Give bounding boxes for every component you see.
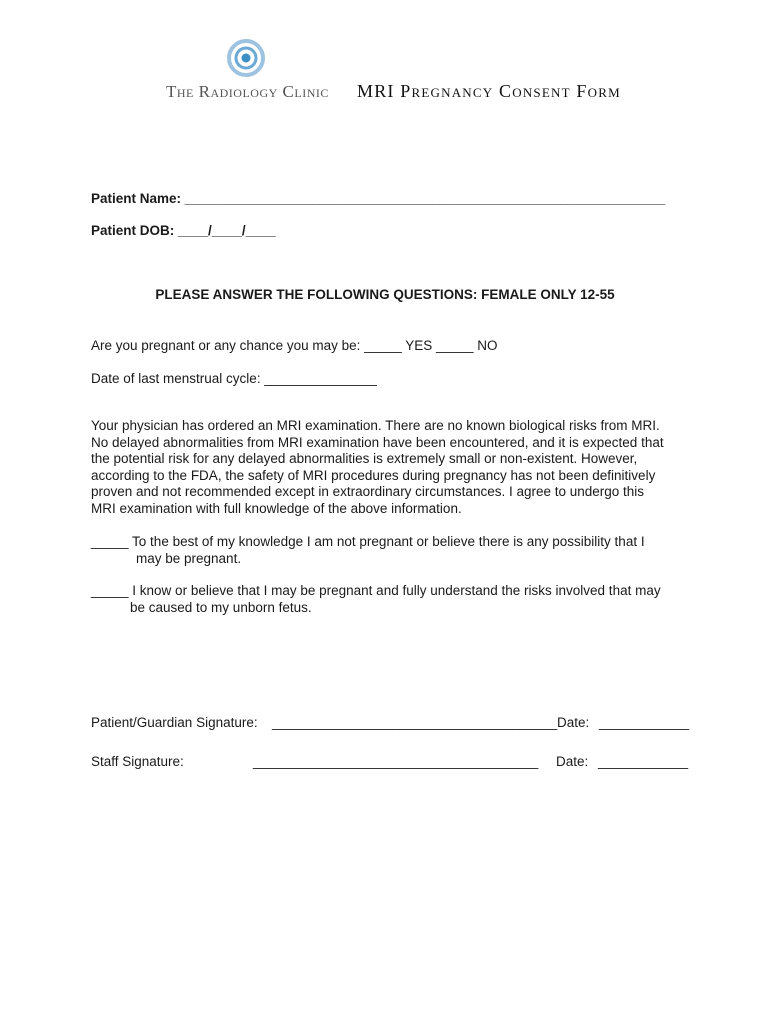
ack-line: _____ To the best of my knowledge I am not pregnant or believe there is any possibility that I xyxy=(91,534,645,549)
patient-signature-field[interactable]: ______________________________________ xyxy=(272,715,558,730)
patient-name-field[interactable]: Patient Name: ________________________________________________________________ xyxy=(91,191,666,206)
statement-line: Your physician has ordered an MRI examination. There are no known biological risks from MRI. xyxy=(91,418,660,433)
staff-signature-field[interactable]: ______________________________________ xyxy=(253,754,539,769)
statement-line: according to the FDA, the safety of MRI procedures during pregnancy has not been definitively xyxy=(91,467,656,483)
menstrual-cycle-question[interactable]: Date of last menstrual cycle: _______________ xyxy=(91,371,377,386)
clinic-name: The Radiology Clinic xyxy=(166,82,329,101)
statement-line: proven and not recommended except in extraordinary circumstances. I agree to undergo this xyxy=(91,484,645,499)
patient-signature-label: Patient/Guardian Signature: xyxy=(91,715,258,730)
staff-date-field[interactable]: ____________ xyxy=(598,754,689,769)
ack-line: _____ I know or believe that I may be pregnant and fully understand the risks involved that may xyxy=(91,583,661,598)
patient-date-label: Date: xyxy=(557,715,590,730)
questions-heading: PLEASE ANSWER THE FOLLOWING QUESTIONS: FEMALE ONLY 12-55 xyxy=(155,287,615,302)
staff-signature-label: Staff Signature: xyxy=(91,754,184,769)
may-be-pregnant-acknowledgement[interactable] xyxy=(91,583,661,616)
statement-line: No delayed abnormalities from MRI examination have been encountered, and it is expected that xyxy=(91,434,664,450)
staff-date-label: Date: xyxy=(556,754,589,769)
form-title: MRI Pregnancy Consent Form xyxy=(357,81,621,101)
patient-dob-field[interactable]: Patient DOB: ____/____/____ xyxy=(91,223,276,238)
ack-line: be caused to my unborn fetus. xyxy=(130,599,312,615)
consent-statement xyxy=(91,418,691,517)
not-pregnant-acknowledgement[interactable] xyxy=(91,534,645,567)
ack-line: may be pregnant. xyxy=(136,550,242,566)
patient-date-field[interactable]: ____________ xyxy=(599,715,690,730)
pregnancy-question[interactable]: Are you pregnant or any chance you may be: _____ YES _____ NO xyxy=(91,338,498,353)
clinic-logo-icon xyxy=(226,38,266,78)
statement-line: the potential risk for any delayed abnormalities is extremely small or non-existent. However, xyxy=(91,451,638,466)
statement-line: MRI examination with full knowledge of the above information. xyxy=(91,500,462,516)
